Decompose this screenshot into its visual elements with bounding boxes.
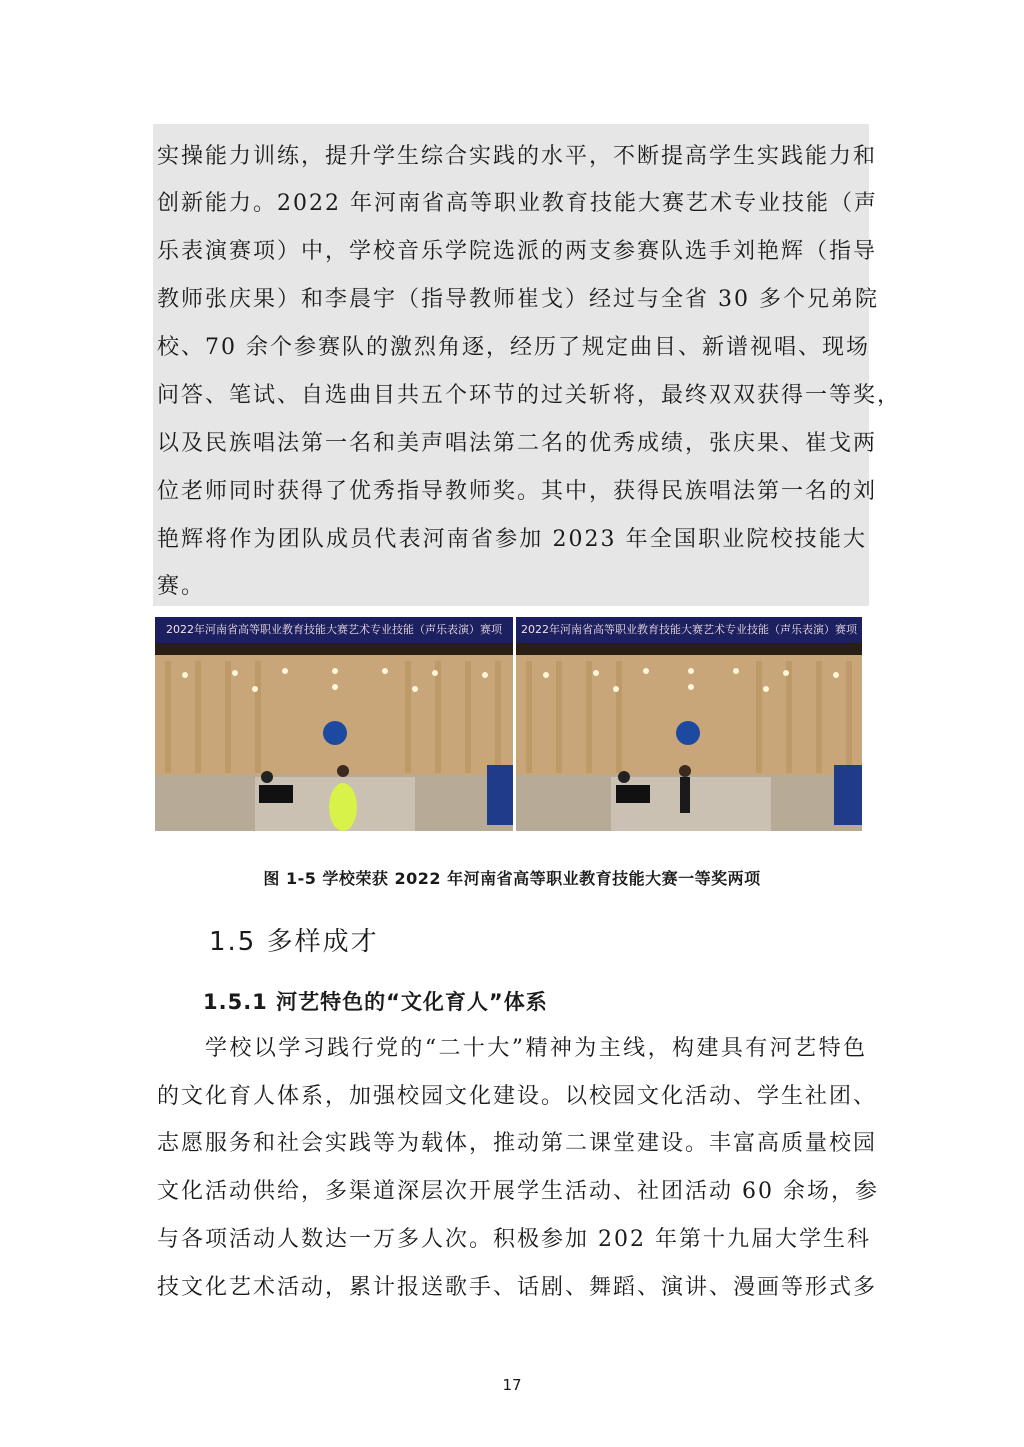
figure-caption: 图 1-5 学校荣获 2022 年河南省高等职业教育技能大赛一等奖两项 <box>263 869 761 888</box>
paragraph-2-line: 志愿服务和社会实践等为载体，推动第二课堂建设。丰富高质量校园 <box>157 1131 878 1156</box>
competition-photo-left <box>155 617 513 831</box>
paragraph-2-line: 的文化育人体系，加强校园文化建设。以校园文化活动、学生社团、 <box>157 1084 878 1109</box>
paragraph-2-line: 学校以学习践行党的“二十大”精神为主线，构建具有河艺特色 <box>205 1036 867 1061</box>
stage-illustration <box>516 617 862 831</box>
paragraph-2-line: 文化活动供给，多渠道深层次开展学生活动、社团活动 60 余场，参 <box>157 1179 879 1204</box>
paragraph-2-line: 与各项活动人数达一万多人次。积极参加 202 年第十九届大学生科 <box>157 1227 871 1252</box>
subsection-heading: 1.5.1 河艺特色的“文化育人”体系 <box>203 990 548 1014</box>
paragraph-1-line: 教师张庆果）和李晨宇（指导教师崔戈）经过与全省 30 多个兄弟院 <box>157 287 879 312</box>
paragraph-2-line: 技文化艺术活动，累计报送歌手、话剧、舞蹈、演讲、漫画等形式多 <box>157 1275 878 1300</box>
page-number: 17 <box>502 1376 522 1394</box>
stage-illustration <box>155 617 513 831</box>
photo-banner: 2022年河南省高等职业教育技能大赛艺术专业技能（声乐表演）赛项 <box>155 617 513 643</box>
paragraph-1-line: 问答、笔试、自选曲目共五个环节的过关斩将，最终双双获得一等奖， <box>157 383 902 408</box>
paragraph-1-line: 以及民族唱法第一名和美声唱法第二名的优秀成绩，张庆果、崔戈两 <box>157 431 878 456</box>
section-heading: 1.5 多样成才 <box>209 927 379 957</box>
paragraph-1-line: 实操能力训练，提升学生综合实践的水平，不断提高学生实践能力和 <box>157 144 878 169</box>
competition-photo-right <box>516 617 862 831</box>
paragraph-1-line: 校、70 余个参赛队的激烈角逐，经历了规定曲目、新谱视唱、现场 <box>157 335 870 360</box>
paragraph-1-line: 乐表演赛项）中，学校音乐学院选派的两支参赛队选手刘艳辉（指导 <box>157 239 878 264</box>
paragraph-1-line: 艳辉将作为团队成员代表河南省参加 2023 年全国职业院校技能大 <box>157 527 867 552</box>
paragraph-1-line: 位老师同时获得了优秀指导教师奖。其中，获得民族唱法第一名的刘 <box>157 479 878 504</box>
paragraph-1-line: 创新能力。2022 年河南省高等职业教育技能大赛艺术专业技能（声 <box>157 191 878 216</box>
photo-banner: 2022年河南省高等职业教育技能大赛艺术专业技能（声乐表演）赛项 <box>516 617 862 643</box>
paragraph-1-line: 赛。 <box>157 574 206 599</box>
